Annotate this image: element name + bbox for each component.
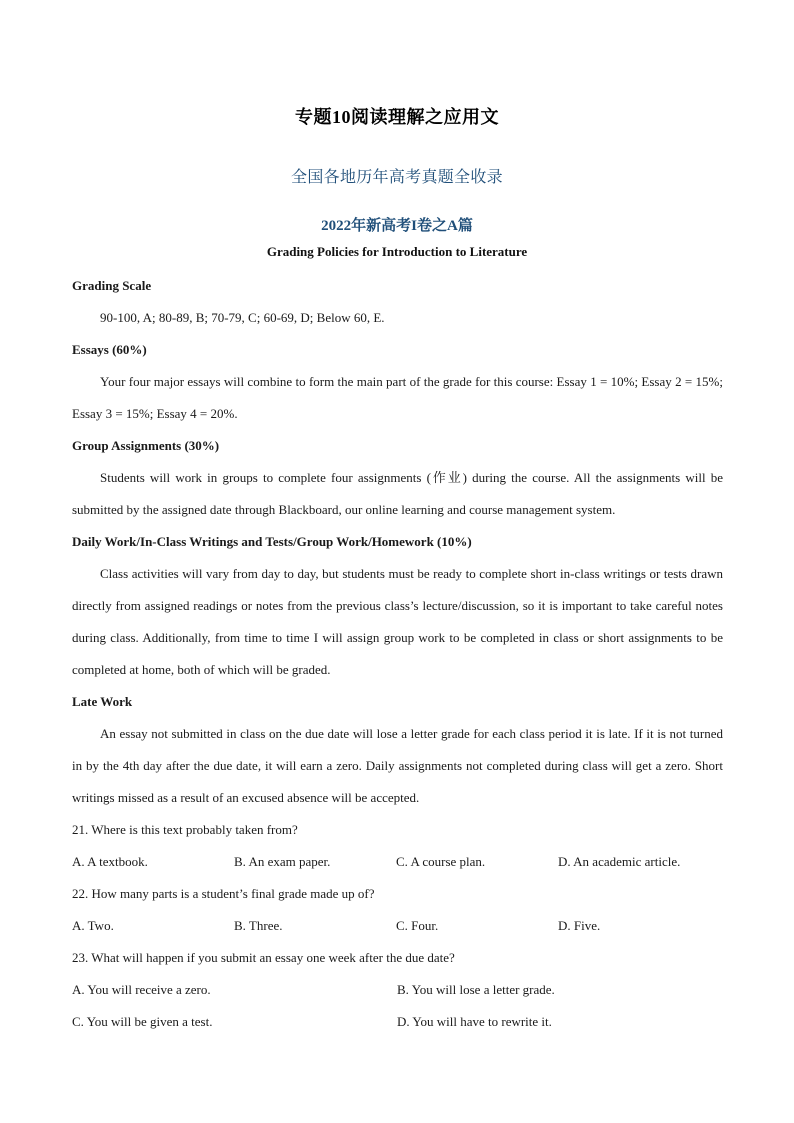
section-heading-late-work: Late Work xyxy=(72,694,133,709)
question-options-23-row1 xyxy=(72,974,723,1006)
section-heading-daily-work: Daily Work/In-Class Writings and Tests/Group Work/Homework (10%) xyxy=(72,534,472,549)
section-text-late-work: An essay not submitted in class on the due date will lose a letter grade for each class period it is late. If it is not turned in by the 4th day after the due date, it will earn a zero. Daily assignments not completed during class will get a zero. Short writings missed as a result of an excused absence will be accepted. xyxy=(72,726,723,805)
passage-body xyxy=(72,270,723,1038)
section-heading-group-assignments: Group Assignments (30%) xyxy=(72,438,220,453)
document-title: 专题10阅读理解之应用文 xyxy=(295,107,499,127)
exam-heading: 2022年新高考I卷之A篇 xyxy=(321,218,473,234)
section-text-grading-scale: 90-100, A; 80-89, B; 70-79, C; 60-69, D; Below 60, E. xyxy=(100,310,385,325)
document-subtitle: 全国各地历年高考真题全收录 xyxy=(291,169,503,186)
question-stem-22: 22. How many parts is a student’s final grade made up of? xyxy=(72,886,375,901)
option-22-b: B. Three. xyxy=(234,918,283,933)
option-21-b: B. An exam paper. xyxy=(234,854,331,869)
option-21-a: A. A textbook. xyxy=(72,854,148,869)
option-23-c: C. You will be given a test. xyxy=(72,1014,213,1029)
option-22-d: D. Five. xyxy=(558,918,601,933)
section-heading-grading-scale: Grading Scale xyxy=(72,278,152,293)
question-options-23-row2 xyxy=(72,1006,723,1038)
option-21-d: D. An academic article. xyxy=(558,854,681,869)
option-23-b: B. You will lose a letter grade. xyxy=(397,982,555,997)
question-stem-23: 23. What will happen if you submit an essay one week after the due date? xyxy=(72,950,455,965)
section-text-essays: Your four major essays will combine to form the main part of the grade for this course: Essay 1 = 10%; Essay 2 = 15%; Essay 3 = 15%; Essay 4 = 20%. xyxy=(72,374,723,421)
section-heading-essays: Essays (60%) xyxy=(72,342,147,357)
option-23-d: D. You will have to rewrite it. xyxy=(397,1014,552,1029)
question-options-22 xyxy=(72,910,723,942)
question-stem-21: 21. Where is this text probably taken from? xyxy=(72,822,298,837)
question-options-21 xyxy=(72,846,723,878)
passage-title: Grading Policies for Introduction to Literature xyxy=(266,244,528,259)
option-22-a: A. Two. xyxy=(72,918,114,933)
option-22-c: C. Four. xyxy=(396,918,439,933)
option-21-c: C. A course plan. xyxy=(396,854,486,869)
option-23-a: A. You will receive a zero. xyxy=(72,982,211,997)
section-text-group-assignments: Students will work in groups to complete four assignments (作业) during the course. All the assignments will be submitted by the assigned date through Blackboard, our online learning and course management system. xyxy=(72,470,723,517)
section-text-daily-work: Class activities will vary from day to day, but students must be ready to complete short in-class writings or tests drawn directly from assigned readings or notes from the previous class’s lecture/discussion, so it is important to take careful notes during class. Additionally, from time to time I will assign group work to be completed in class or short assignments to be completed at home, both of which will be graded. xyxy=(72,566,723,677)
